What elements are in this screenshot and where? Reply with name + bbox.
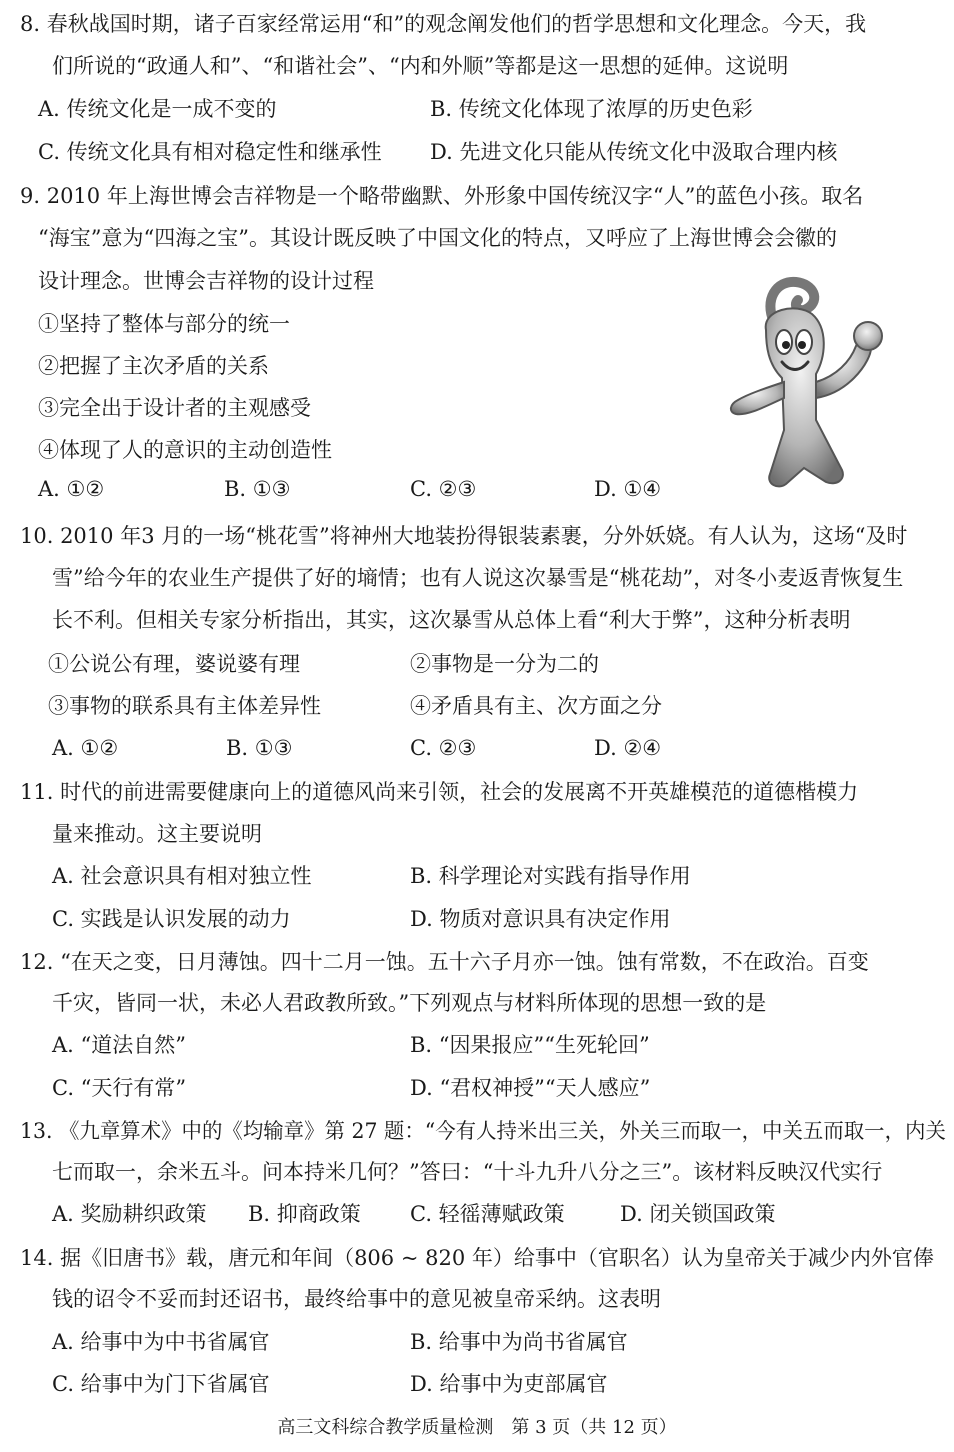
q9-option-d: D. ①④: [594, 477, 662, 501]
q14-option-d: D. 给事中为吏部属官: [410, 1372, 608, 1396]
q8-stem-line-1: 8. 春秋战国时期，诸子百家经常运用“和”的观念阐发他们的哲学思想和文化理念。今天，我: [20, 12, 867, 36]
q13-option-c: C. 轻徭薄赋政策: [410, 1202, 565, 1226]
q9-stem-line-3: 设计理念。世博会吉祥物的设计过程: [38, 269, 374, 293]
q12-option-a: A. “道法自然”: [52, 1033, 186, 1057]
q9-item-1: ①坚持了整体与部分的统一: [38, 312, 290, 336]
q12-option-d: D. “君权神授”“天人感应”: [410, 1076, 651, 1100]
q12-option-b: B. “因果报应”“生死轮回”: [410, 1033, 650, 1057]
q10-option-a: A. ①②: [52, 736, 119, 760]
q12-option-c: C. “天行有常”: [52, 1076, 187, 1100]
q8-option-a: A. 传统文化是一成不变的: [38, 97, 277, 121]
q8-option-d: D. 先进文化只能从传统文化中汲取合理内核: [430, 140, 838, 164]
haibao-mascot-icon: [704, 270, 904, 496]
q10-option-b: B. ①③: [226, 736, 293, 760]
q12-stem-line-2: 千灾，皆同一状，未必人君政教所致。”下列观点与材料所体现的思想一致的是: [52, 991, 767, 1015]
q13-stem-line-1: 13. 《九章算术》中的《均输章》第 27 题：“今有人持米出三关，外关三而取一，中关五而取一，内关: [20, 1119, 946, 1143]
q10-item-1: ①公说公有理，婆说婆有理: [48, 652, 300, 676]
q9-item-3: ③完全出于设计者的主观感受: [38, 396, 311, 420]
q9-stem-line-2: “海宝”意为“四海之宝”。其设计既反映了中国文化的特点，又呼应了上海世博会会徽的: [38, 226, 837, 250]
q13-option-d: D. 闭关锁国政策: [620, 1202, 776, 1226]
q9-item-2: ②把握了主次矛盾的关系: [38, 354, 269, 378]
page-footer: 高三文科综合教学质量检测 第 3 页（共 12 页）: [277, 1417, 677, 1438]
q11-stem-line-1: 11. 时代的前进需要健康向上的道德风尚来引领，社会的发展离不开英雄模范的道德楷模力: [20, 780, 859, 804]
q10-item-3: ③事物的联系具有主体差异性: [48, 694, 321, 718]
q10-stem-line-2: 雪”给今年的农业生产提供了好的墒情；也有人说这次暴雪是“桃花劫”，对冬小麦返青恢复生: [52, 566, 904, 590]
q8-stem-line-2: 们所说的“政通人和”、“和谐社会”、“内和外顺”等都是这一思想的延伸。这说明: [52, 54, 789, 78]
q8-option-c: C. 传统文化具有相对稳定性和继承性: [38, 140, 382, 164]
q11-option-b: B. 科学理论对实践有指导作用: [410, 864, 691, 888]
q11-option-a: A. 社会意识具有相对独立性: [52, 864, 312, 888]
q10-option-d: D. ②④: [594, 736, 662, 760]
q14-option-c: C. 给事中为门下省属官: [52, 1372, 270, 1396]
q8-option-b: B. 传统文化体现了浓厚的历史色彩: [430, 97, 753, 121]
q13-option-b: B. 抑商政策: [248, 1202, 361, 1226]
q10-stem-line-1: 10. 2010 年3 月的一场“桃花雪”将神州大地装扮得银装素裹，分外妖娆。有人认为，这场“及时: [20, 524, 908, 548]
q12-stem-line-1: 12. “在天之变，日月薄蚀。四十二月一蚀。五十六子月亦一蚀。蚀有常数，不在政治。百变: [20, 950, 869, 974]
q11-stem-line-2: 量来推动。这主要说明: [52, 822, 262, 846]
q13-option-a: A. 奖励耕织政策: [52, 1202, 207, 1226]
q9-option-a: A. ①②: [38, 477, 105, 501]
q9-item-4: ④体现了人的意识的主动创造性: [38, 438, 332, 462]
q11-option-c: C. 实践是认识发展的动力: [52, 907, 291, 931]
q13-stem-line-2: 七而取一，余米五斗。问本持米几何？”答曰：“十斗九升八分之三”。该材料反映汉代实行: [52, 1160, 883, 1184]
q10-stem-line-3: 长不利。但相关专家分析指出，其实，这次暴雪从总体上看“利大于弊”，这种分析表明: [52, 608, 851, 632]
q9-option-c: C. ②③: [410, 477, 477, 501]
q14-option-b: B. 给事中为尚书省属官: [410, 1330, 628, 1354]
q11-option-d: D. 物质对意识具有决定作用: [410, 907, 671, 931]
q14-stem-line-1: 14. 据《旧唐书》载，唐元和年间（806 ~ 820 年）给事中（官职名）认为皇帝关于减少内外官俸: [20, 1246, 934, 1270]
q9-stem-line-1: 9. 2010 年上海世博会吉祥物是一个略带幽默、外形象中国传统汉字“人”的蓝色小孩。取名: [20, 184, 864, 208]
q10-item-2: ②事物是一分为二的: [410, 652, 599, 676]
q14-stem-line-2: 钱的诏令不妥而封还诏书，最终给事中的意见被皇帝采纳。这表明: [52, 1287, 661, 1311]
q10-item-4: ④矛盾具有主、次方面之分: [410, 694, 662, 718]
q10-option-c: C. ②③: [410, 736, 477, 760]
q14-option-a: A. 给事中为中书省属官: [52, 1330, 270, 1354]
q9-option-b: B. ①③: [224, 477, 291, 501]
